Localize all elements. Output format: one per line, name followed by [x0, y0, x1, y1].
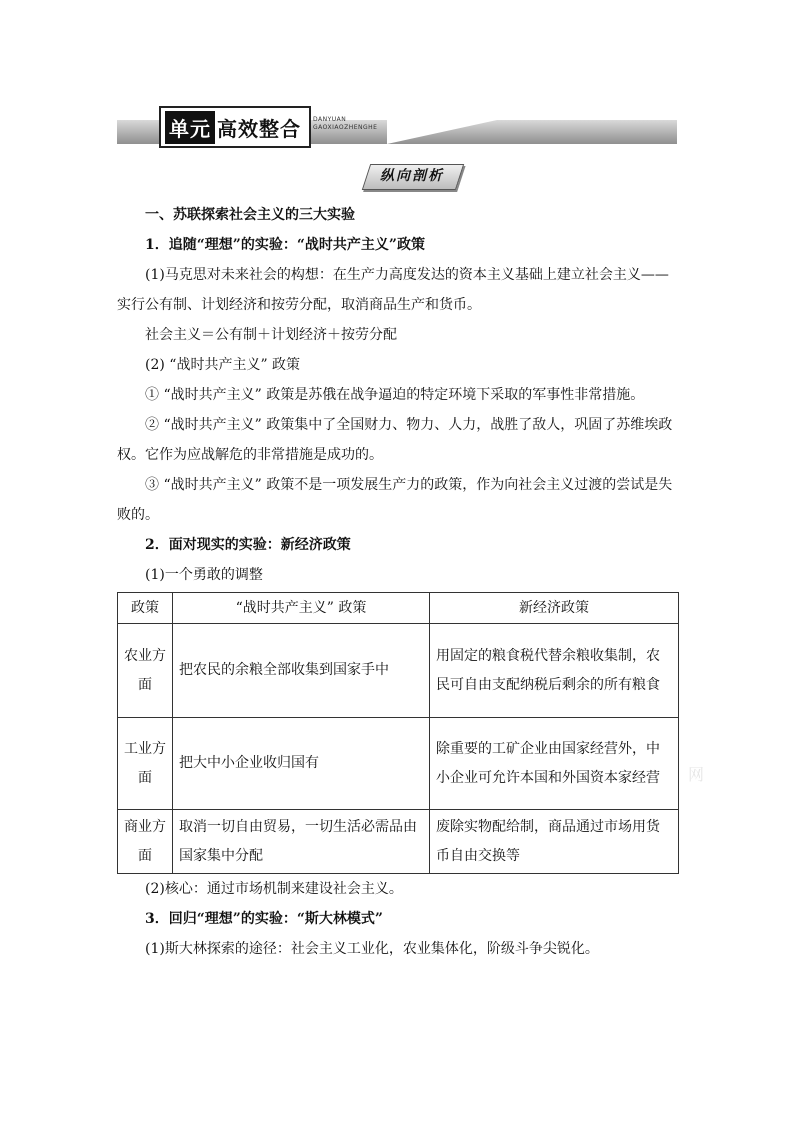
paragraph-marx-vision: (1)马克思对未来社会的构想：在生产力高度发达的资本主义基础上建立社会主义——实行公有制、计划经济和按劳分配，取消商品生产和货币。 — [117, 267, 669, 313]
paragraph-point-2: ② “战时共产主义” 政策集中了全国财力、物力、人力，战胜了敌人，巩固了苏维埃政权。它作为应战解危的非常措施是成功的。 — [117, 417, 673, 463]
table-cell-war-communism: 把大中小企业收归国有 — [173, 718, 430, 810]
banner-subtitle — [313, 116, 377, 132]
banner-title-part1: 单元 — [165, 111, 215, 144]
heading-section-3: 3．回归“理想”的实验：“斯大林模式” — [145, 911, 383, 927]
paragraph-formula: 社会主义＝公有制＋计划经济＋按劳分配 — [145, 327, 397, 343]
paragraph-point-1: ① “战时共产主义” 政策是苏俄在战争逼迫的特定环境下采取的军事性非常措施。 — [145, 387, 645, 403]
watermark: 网 — [688, 765, 705, 784]
banner-subtitle-line2: GAOXIAOZHENGHE — [313, 124, 378, 131]
paragraph-core: (2)核心：通过市场机制来建设社会主义。 — [145, 881, 403, 897]
table-cell-aspect: 工业方面 — [118, 718, 173, 810]
paragraph-point-3: ③ “战时共产主义” 政策不是一项发展生产力的政策，作为向社会主义过渡的尝试是失败的。 — [117, 477, 673, 523]
table-cell-aspect: 商业方面 — [118, 810, 173, 874]
main-content — [117, 200, 679, 964]
table-header-cell: 新经济政策 — [430, 593, 679, 624]
table-cell-war-communism: 把农民的余粮全部收集到国家手中 — [173, 624, 430, 718]
table-row — [118, 718, 679, 810]
policy-comparison-table — [117, 592, 679, 874]
banner-title-part2: 高效整合 — [217, 116, 301, 141]
paragraph-adjustment: (1)一个勇敢的调整 — [145, 567, 263, 583]
table-cell-war-communism: 取消一切自由贸易，一切生活必需品由国家集中分配 — [173, 810, 430, 874]
table-cell-nep: 废除实物配给制，商品通过市场用货币自由交换等 — [430, 810, 679, 874]
table-row — [118, 624, 679, 718]
table-cell-aspect: 农业方面 — [118, 624, 173, 718]
banner-wedge — [387, 120, 497, 144]
unit-banner — [117, 106, 677, 146]
table-header-cell: 政策 — [118, 593, 173, 624]
section-label: 纵向剖析 — [380, 168, 444, 184]
paragraph-war-communism-title: (2) “战时共产主义” 政策 — [145, 357, 301, 373]
banner-title — [159, 106, 311, 148]
table-cell-nep: 除重要的工矿企业由国家经营外，中小企业可允许本国和外国资本家经营 — [430, 718, 679, 810]
heading-section-2: 2．面对现实的实验：新经济政策 — [145, 537, 351, 553]
table-row — [118, 810, 679, 874]
heading-section-1: 1．追随“理想”的实验：“战时共产主义”政策 — [145, 237, 425, 253]
table-cell-nep: 用固定的粮食税代替余粮收集制，农民可自由支配纳税后剩余的所有粮食 — [430, 624, 679, 718]
paragraph-stalin-path: (1)斯大林探索的途径：社会主义工业化，农业集体化，阶级斗争尖锐化。 — [145, 941, 599, 957]
banner-subtitle-line1: DANYUAN — [313, 116, 347, 123]
heading-main: 一、苏联探索社会主义的三大实验 — [145, 207, 355, 223]
table-header-row — [118, 593, 679, 624]
table-header-cell: “战时共产主义” 政策 — [173, 593, 430, 624]
